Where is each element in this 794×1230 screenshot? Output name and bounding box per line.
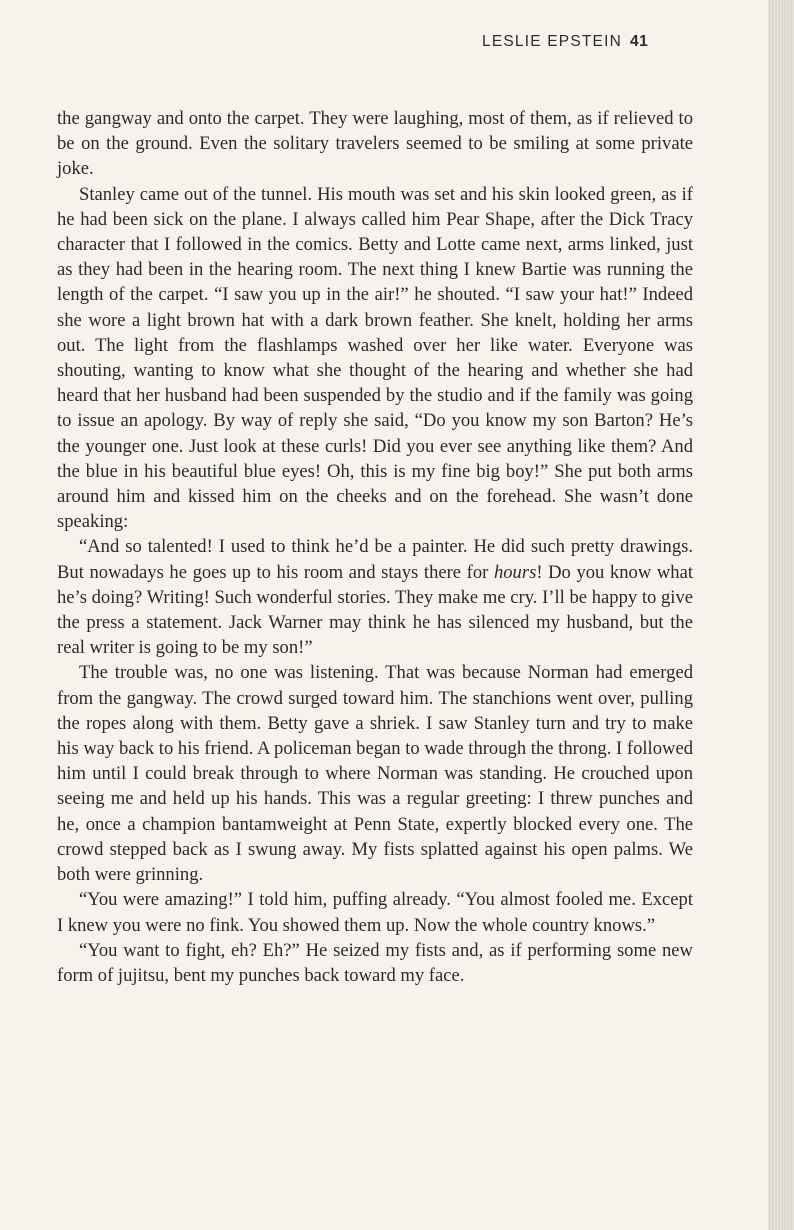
paragraph: The trouble was, no one was listening. That was because Norman had emerged from the gangway. The crowd surged toward him. The stanchions went over, pulling the ropes along with them. Betty gave a shriek. I saw Stanley turn and try to make his way back to his friend. A policeman began to wade through the throng. I followed him until I could break through to where Norman was standing. He crouched upon seeing me and held up his hands. This was a regular greeting: I threw punches and he, once a champion bantamweight at Penn State, expertly blocked every one. The crowd stepped back as I swung away. My fists splatted against his open palms. We both were grinning.: [57, 662, 693, 886]
page-number: 41: [630, 33, 649, 50]
paragraph: “You were amazing!” I told him, puffing already. “You almost fooled me. Except I knew you were no fink. You showed them up. Now the whole country knows.”: [57, 889, 693, 936]
paragraph: [57, 534, 693, 660]
paragraph: “You want to fight, eh? Eh?” He seized my fists and, as if performing some new form of jujitsu, bent my punches back toward my face.: [57, 939, 693, 986]
emphasis-text: hours: [493, 561, 537, 583]
paragraph: Stanley came out of the tunnel. His mouth was set and his skin looked green, as if he had been sick on the plane. I always called him Pear Shape, after the Dick Tracy character that I followed in the comics. Betty and Lotte came next, arms linked, just as they had been in the hearing room. The next thing I knew Bartie was running the length of the carpet. “I saw you up in the air!” he shouted. “I saw your hat!” Indeed she wore a light brown hat with a dark brown feather. She knelt, holding her arms out. The light from the flashlamps washed over her like water. Everyone was shouting, wanting to know what she thought of the hearing and whether she had heard that her husband had been suspended by the studio and if the family was going to issue an apology. By way of reply she said, “Do you know my son Barton? He’s the younger one. Just look at these curls! Did you ever see anything like them? And the blue in his beautiful blue eyes! Oh, this is my fine big boy!” She put both arms around him and kissed him on the cheeks and on the forehead. She wasn’t done speaking:: [57, 183, 693, 533]
paragraph-text: “And so talented! I used to think he’d be a painter. He did such pretty drawings. But nowadays he goes up to his room and stays there for: [57, 536, 693, 583]
paragraph-text: ! Do you know what he’s doing? Writing! Such wonderful stories. They make me cry. I’ll be happy to give the press a statement. Jack Warner may think he has silenced my husband, but the real writer is going to be my son!”: [57, 561, 693, 659]
paragraph: the gangway and onto the carpet. They were laughing, most of them, as if relieved to be on the ground. Even the solitary travelers seemed to be smiling at some private joke.: [57, 108, 693, 180]
header-author: LESLIE EPSTEIN: [482, 33, 622, 50]
running-header: [482, 33, 712, 51]
page-edge: [768, 0, 794, 1230]
body-text: [57, 106, 693, 988]
